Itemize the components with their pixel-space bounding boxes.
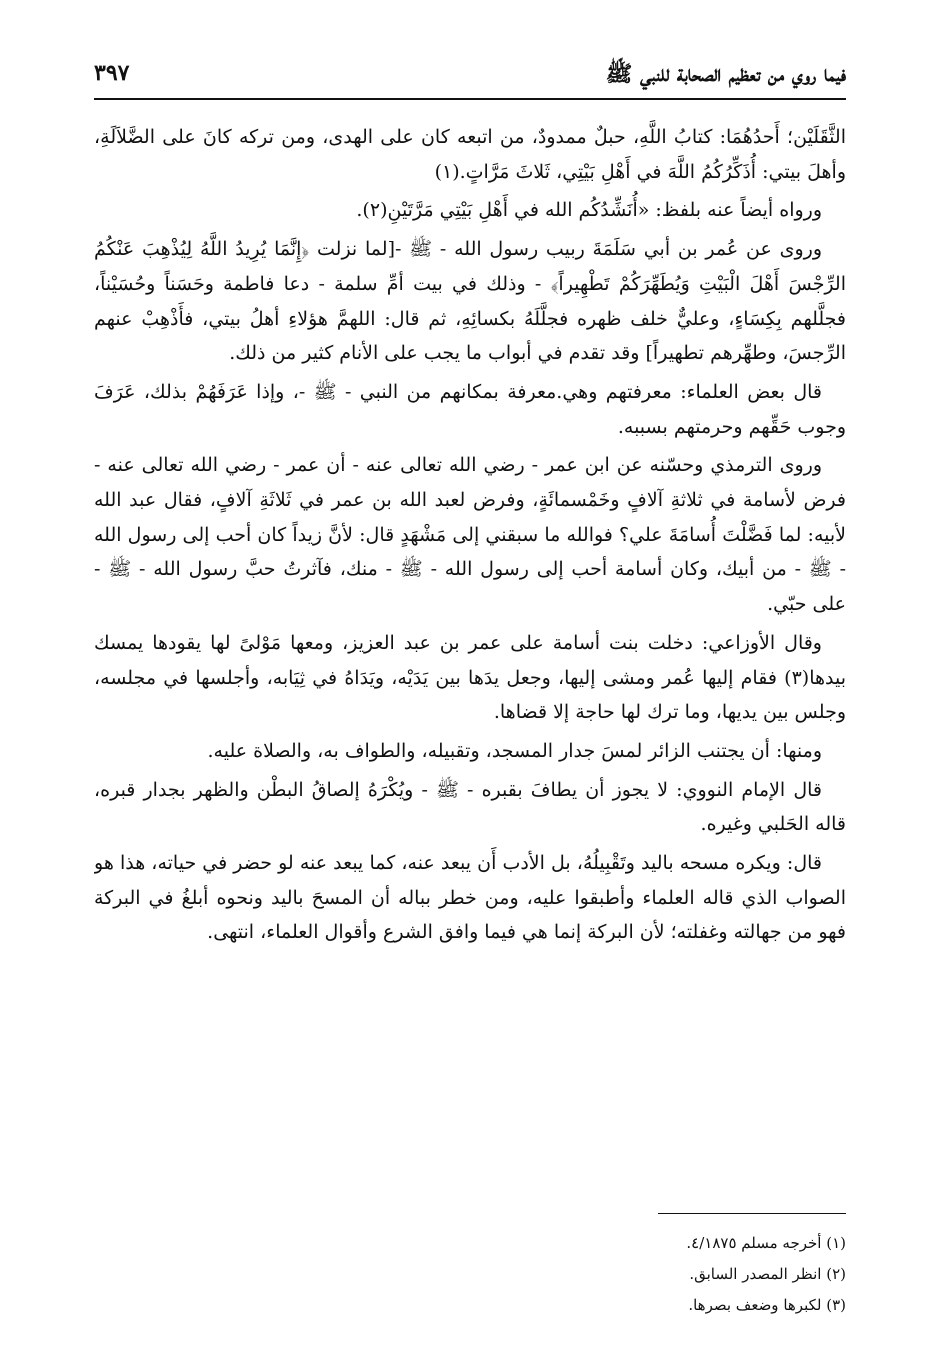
page-header [94,56,846,96]
footnote: (١) أخرجه مسلم ٤/١٨٧٥. [686,1234,846,1252]
paragraph: ومنها: أن يجتنب الزائر لمسَ جدار المسجد، وتقبيله، والطواف به، والصلاة عليه. [207,739,822,762]
footnotes [300,1228,846,1321]
footnote-divider [658,1213,846,1214]
paragraph: الثَّقَلَيْن؛ أَحدُهُمَا: كتابُ اللَّهِ، حبلٌ ممدودٌ، من اتبعه كان على الهدى، ومن تركه كانَ على الضَّلاَلَةِ، وأهلَ بيتي: أُذَكِّرُكُمُ اللَّهَ في أَهْلِ بَيْتِي، ثَلاثَ مَرَّاتٍ.(١) [94,126,846,183]
paragraph: قال بعض العلماء: معرفتهم وهي.معرفة بمكانهم من النبي - ﷺ -، وإذا عَرَفَهُمْ بذلك، عَرَفَ وجوب حَقِّهم وحرمتهم بسببه. [94,380,846,438]
footnote: (٣) لكبرها وضعف بصرها. [688,1296,846,1314]
footnote: (٢) انظر المصدر السابق. [689,1265,846,1283]
paragraph: قال الإمام النووي: لا يجوز أن يطافَ بقبره - ﷺ - ويُكْرَهُ إلصاقُ البطْن والظهر بجدار قبره، قاله الحَلبي وغيره. [94,778,846,836]
paragraph: ورواه أيضاً عنه بلفظ: «أُنَشِّدُكُم الله في أَهْلِ بَيْتِي مَرَّتَيْنِ(٢). [356,199,822,222]
header-divider [94,98,846,100]
paragraph: قال: ويكره مسحه باليد وتَقْبِيلُهُ، بل الأدب أَن يبعد عنه، كما يبعد عنه لو حضر في حياته، هذا هو الصواب الذي قاله العلماء وأطبقوا عليه، ومن خطر بباله أن المسحَ باليد ونحوه أبلغُ في البركة فهو من جهالته وغفلته؛ لأن البركة إنما هي فيما وافق الشرع وأقوال العلماء، انتهى. [94,852,846,944]
paragraph: وقال الأوزاعي: دخلت بنت أسامة على عمر بن عبد العزيز، ومعها مَوْلىً لها يقودها يمسك بيدها(٣) فقام إليها عُمر ومشى إليها، وجعل يدَها بين يَدَيْه، ويَدَاهُ في ثِيَابه، وأجلسها في مجلسه، وجلس بين يديها، وما ترك لها حاجة إلا قضاها. [94,631,846,724]
main-text [94,120,846,1200]
page-number: ٣٩٧ [94,60,130,86]
paragraph: وروى عن عُمر بن أبي سَلَمَةَ ربيب رسول الله - ﷺ -[لما نزلت ﴿إِنَّمَا يُرِيدُ اللَّهُ لِيُذْهِبَ عَنْكُمُ الرِّجْسَ أَهْلَ الْبَيْتِ وَيُطَهِّرَكُمْ تَطْهِيراً﴾ - وذلك في بيت أمِّ سلمة - دعا فاطمة وحَسَناً وحُسَيْناً، فجلَّلهم بِكِسَاءٍ، وعليٌّ خلف ظهره فجلَّلَهُ بكسائِهِ، ثم قال: اللهمَّ هؤلاءِ أهلُ بيتي، فأَذْهِبْ عنهم الرِّجسَ، وطهِّرهم تطهيراً] وقد تقدم في أبواب ما يجب على الأنام كثير من ذلك. [94,238,846,365]
running-title: فيما روي من تعظيم الصحابة للنبي ﷺ [605,61,846,87]
paragraph: وروى الترمذي وحسّنه عن ابن عمر - رضي الله تعالى عنه - أن عمر - رضي الله تعالى عنه - فرض لأسامة في ثلاثةِ آلافٍ وخَمْسمائَةٍ، وفرض لعبد الله بن عمر في ثَلاثَةِ آلافٍ، فقال عبد الله لأبيه: لما فَضَّلْتَ أُسامَةَ علي؟ فوالله ما سبقني إلى مَشْهَدٍ قال: لأنَّ زيداً كان أحب إلى رسول الله - ﷺ - من أبيك، وكان أسامة أحب إلى رسول الله - ﷺ - منك، فآثرتُ حبَّ رسول الله - ﷺ - على حبّي. [94,454,846,616]
